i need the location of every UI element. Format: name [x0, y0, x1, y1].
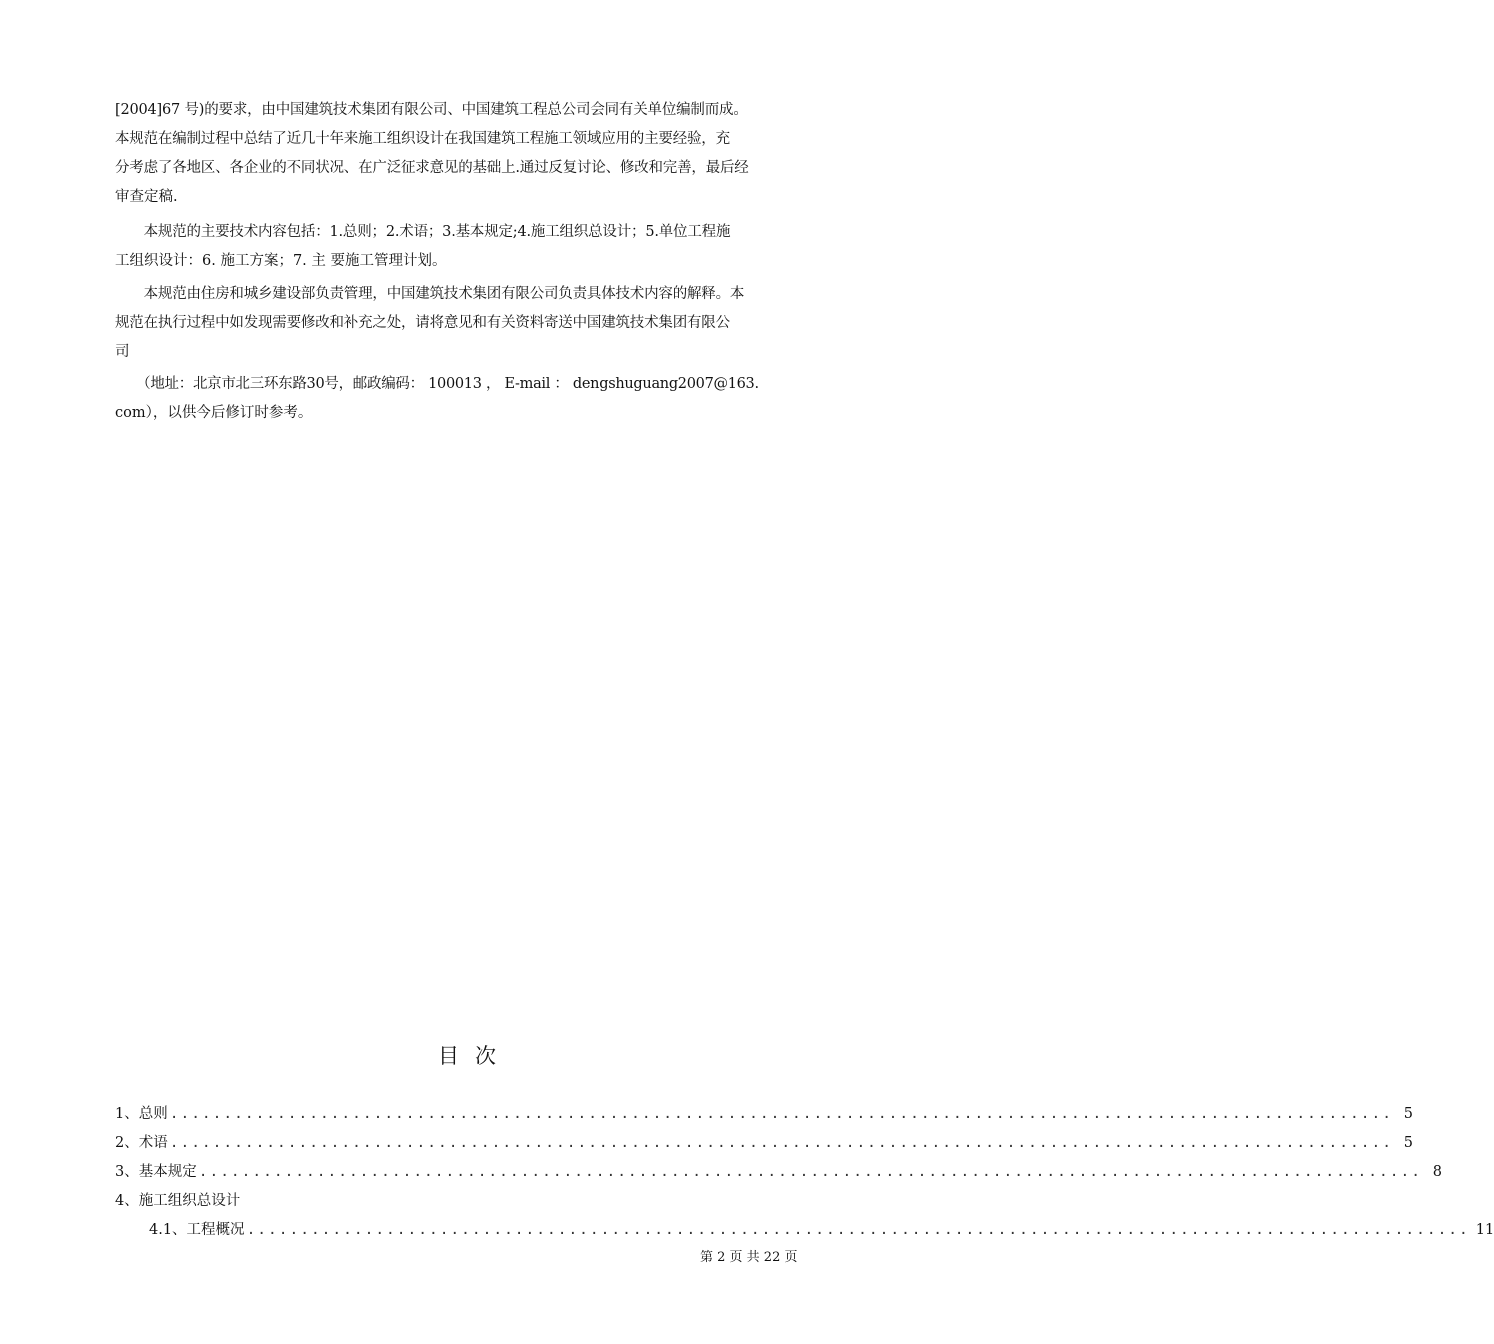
toc-entry-label: 2、术语 [115, 1135, 168, 1151]
toc-entry-page: 5 [1403, 1135, 1413, 1151]
text-line: 规范在执行过程中如发现需要修改和补充之处，请将意见和有关资料寄送中国建筑技术集团有限公 [115, 315, 730, 331]
text-line: （地址：北京市北三环东路30号，邮政编码： 100013 ， E-mail ： dengshuguang2007@163. [115, 376, 759, 392]
toc-subentry[interactable] [115, 1216, 1494, 1245]
toc-entry[interactable] [115, 1158, 1442, 1187]
toc-entry-page: 5 [1403, 1106, 1413, 1122]
page-number-footer: 第 2 页 共 22 页 [700, 1250, 798, 1265]
toc-leader-dots: .................................................................................................................. [169, 1135, 1393, 1151]
toc-entry-page: 11 [1475, 1222, 1494, 1238]
text-line: 分考虑了各地区、各企业的不同状况、在广泛征求意见的基础上.通过反复讨论、修改和完善，最后经 [115, 160, 749, 176]
paragraph-preface-1 [115, 96, 839, 212]
toc-leader-dots: .................................................................................................................. [169, 1106, 1393, 1122]
paragraph-address [115, 370, 839, 428]
toc-leader-dots: .................................................................................................................. [198, 1164, 1422, 1180]
toc-entry-label: 3、基本规定 [115, 1164, 197, 1180]
paragraph-contents-summary [115, 218, 839, 276]
text-line: 工组织设计：6. 施工方案；7. 主 要施工管理计划。 [115, 253, 447, 269]
text-line: 司 [115, 344, 130, 360]
toc-entry-label: 1、总则 [115, 1106, 168, 1122]
table-of-contents [115, 1100, 1494, 1245]
text-line: 本规范的主要技术内容包括：1.总则；2.术语；3.基本规定;4.施工组织总设计；5.单位工程施 [115, 224, 731, 240]
toc-entry[interactable] [115, 1129, 1413, 1158]
text-line: [2004]67 号)的要求，由中国建筑技术集团有限公司、中国建筑工程总公司会同有关单位编制而成。 [115, 102, 748, 118]
toc-entry-label: 4.1、工程概况 [149, 1222, 245, 1238]
toc-entry-label: 4、施工组织总设计 [115, 1193, 241, 1209]
text-line: 审查定稿. [115, 189, 178, 205]
text-line: 本规范在编制过程中总结了近几十年来施工组织设计在我国建筑工程施工领域应用的主要经验，充 [115, 131, 730, 147]
toc-leader-dots: .................................................................................................................. [246, 1222, 1470, 1238]
toc-entry-page: 8 [1432, 1164, 1442, 1180]
toc-title: 目次 [438, 1044, 512, 1068]
text-line: com），以供今后修订时参考。 [115, 405, 313, 421]
paragraph-management [115, 280, 839, 367]
text-line: 本规范由住房和城乡建设部负责管理，中国建筑技术集团有限公司负责具体技术内容的解释。本 [115, 286, 745, 302]
toc-entry[interactable] [115, 1100, 1413, 1129]
toc-entry[interactable] [115, 1187, 839, 1216]
